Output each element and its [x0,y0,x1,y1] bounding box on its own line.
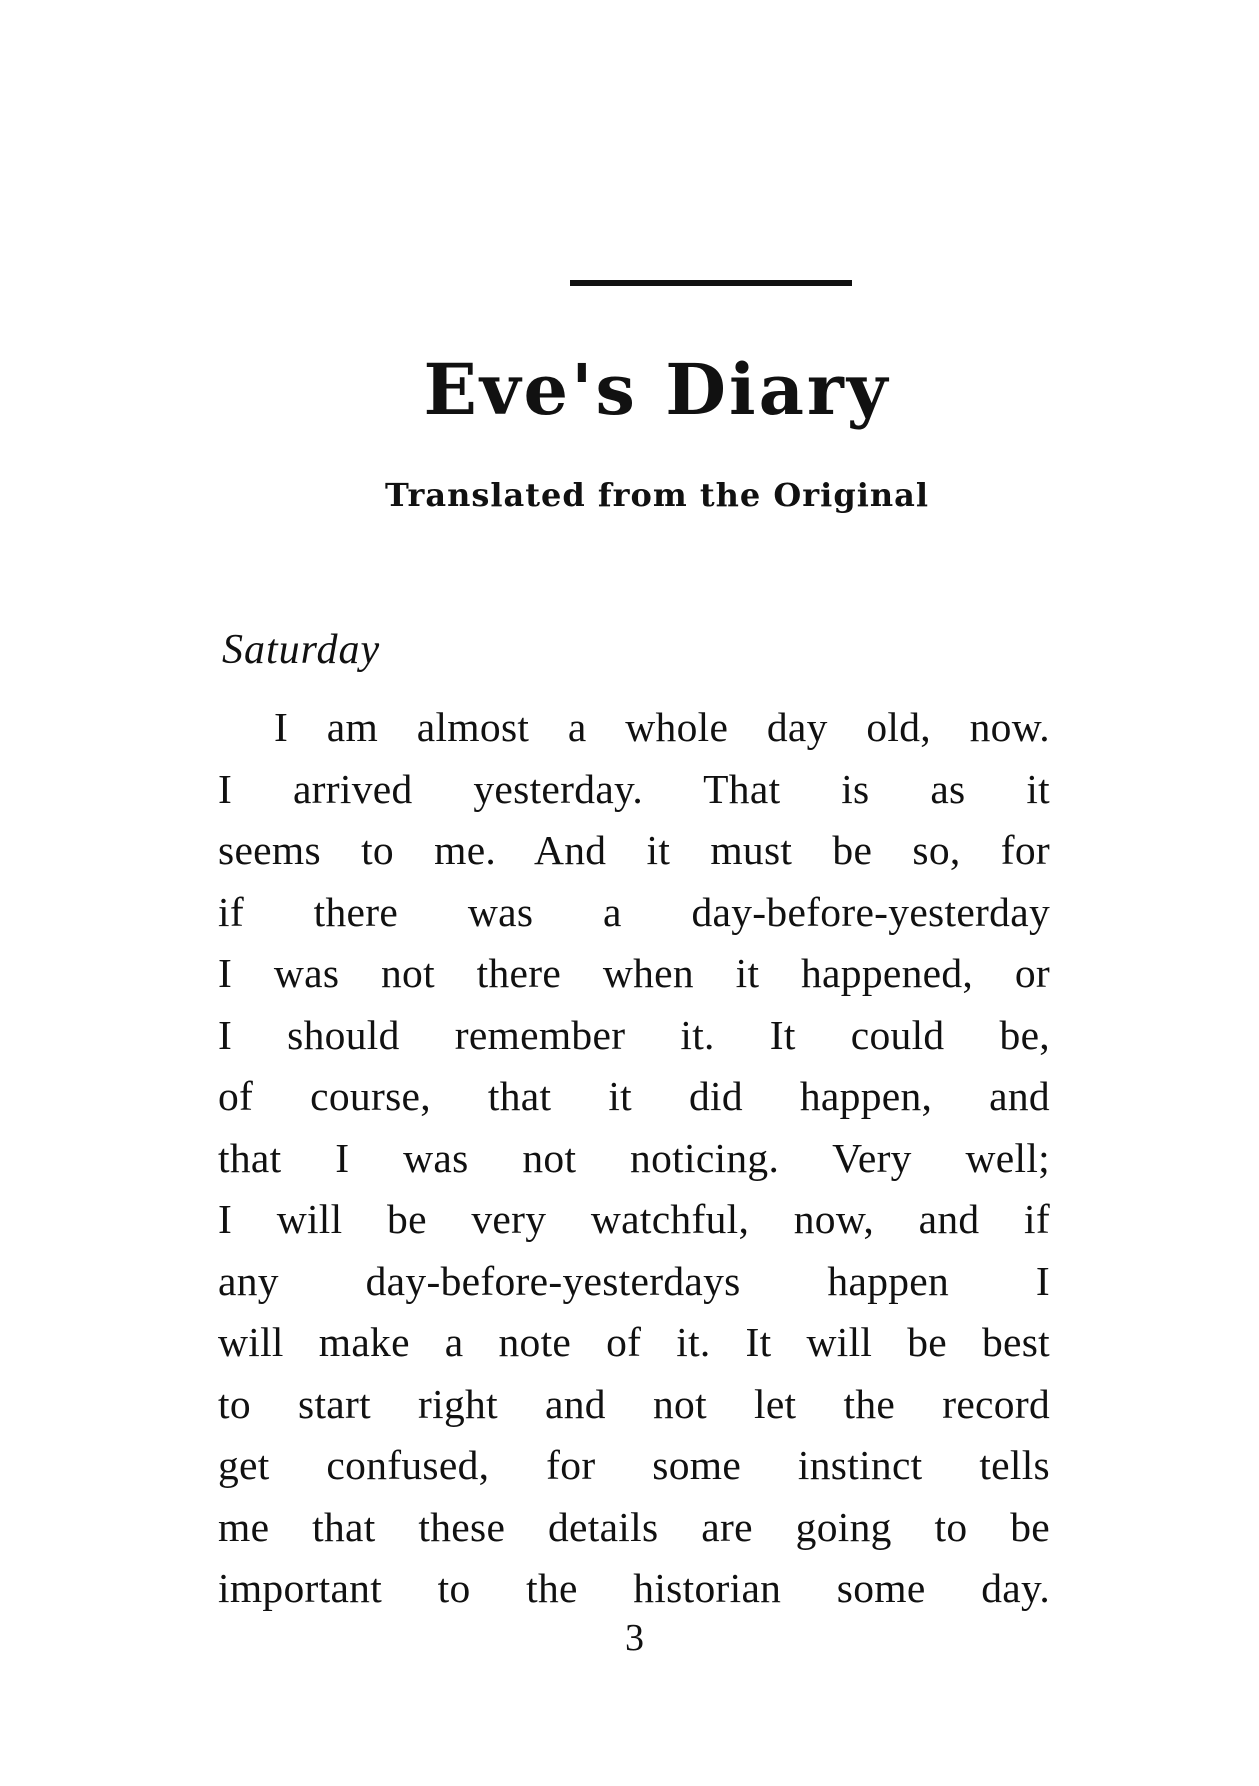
body-line: I was not there when it happened, or [218,950,1050,996]
body-line: seems to me. And it must be so, for [218,827,1050,873]
title-rule [570,280,852,286]
body-line: I arrived yesterday. That is as it [218,765,1050,812]
body-line: will make a note of it. It will be best [218,1319,1050,1365]
body-line: me that these details are going to be [218,1503,1050,1550]
book-title: Eve's Diary [423,348,891,431]
section-heading: Saturday [222,627,381,673]
body-line: of course, that it did happen, and [218,1073,1050,1119]
body-text [218,697,1050,1620]
page-number: 3 [625,1617,644,1659]
body-line: I will be very watchful, now, and if [218,1196,1050,1242]
body-line: to start right and not let the record [218,1380,1050,1427]
body-line: if there was a day-before-yesterday [218,888,1050,935]
body-line: get confused, for some instinct tells [218,1442,1050,1488]
body-line: important to the historian some day. [218,1565,1050,1611]
body-line: that I was not noticing. Very well; [218,1134,1050,1181]
body-line: I should remember it. It could be, [218,1011,1050,1058]
body-line: I am almost a whole day old, now. [274,704,1050,750]
body-line: any day-before-yesterdays happen I [218,1257,1050,1304]
book-subtitle: Translated from the Original [385,476,929,514]
